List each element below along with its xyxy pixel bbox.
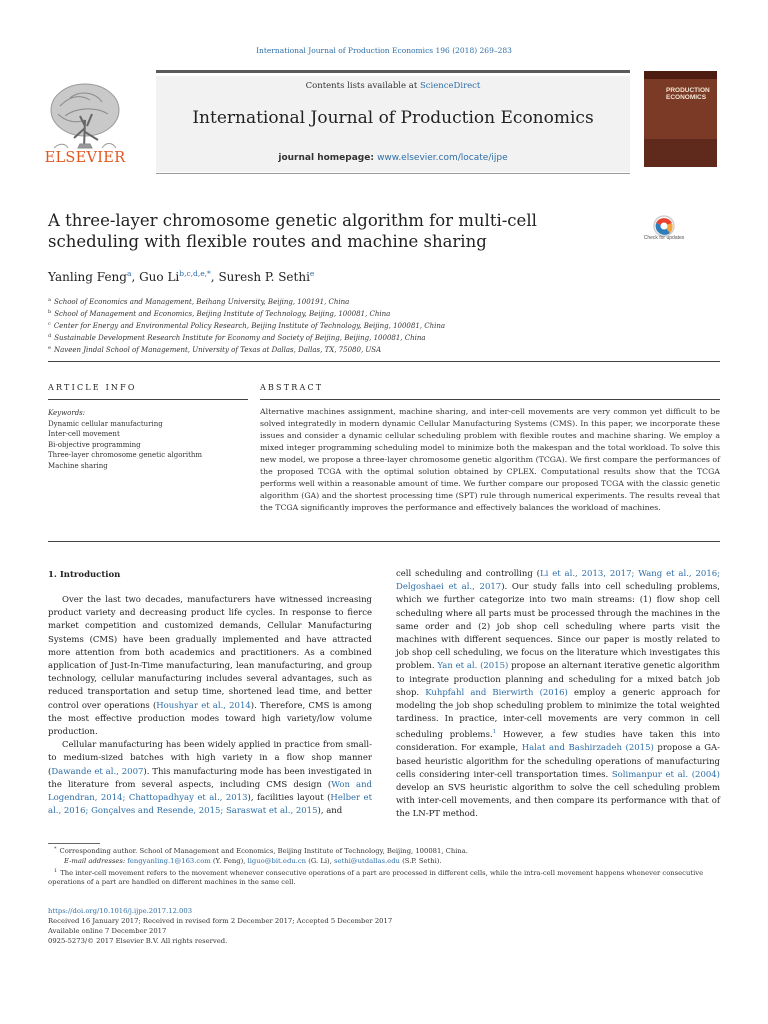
citation-link[interactable]: Won and Logendran, 2014; Chattopadhyay et al., 2013 — [48, 779, 373, 804]
affiliation-item: $^d$ Sustainable Development Research Institute for Economy and Society of Beijing, Beijing, 100081, China — [48, 333, 426, 342]
abstract-text: Alternative machines assignment, machine sharing, and inter-cell movements are very common yet difficult to be solved integratedly in modern dynamic Cellular Manufacturing Systems (CMS). In this paper, we incorporate these issues and consider a dynamic cellular scheduling problem with flexible routes and machine sharing. We employ a mixed integer programming scheduling model to minimize both the makespan and the total workload. To solve this new model, we propose a three-layer chromosome genetic algorithm (TCGA). We first compare the performances of the proposed TCGA with the optimal solution obtained by CPLEX. Computational results show that the TCGA performs well within a reasonable amount of time. We further compare our proposed TCGA with the classic genetic algorithm (GA) and the shortest processing time (SPT) rule through numerical experiments. The results reveal that the TCGA significantly improves the performance and effectively balances the workload of machines. — [260, 407, 720, 512]
citation-link[interactable]: Halat and Bashirzadeh (2015) — [521, 743, 654, 754]
keyword: Bi-objective programming — [48, 440, 141, 449]
citation-link[interactable]: Dawande et al., 2007 — [51, 766, 144, 777]
footnotes — [48, 845, 720, 888]
keyword: Three-layer chromosome genetic algorithm — [48, 451, 203, 459]
cover-top-band — [644, 71, 717, 79]
email-link[interactable]: sethi@utdallas.edu — [334, 856, 400, 865]
contents-prefix: Contents lists available at — [305, 81, 420, 91]
citation-link[interactable]: Houshyar et al., 2014 — [156, 700, 251, 711]
divider — [48, 361, 720, 362]
body-column-right — [396, 568, 720, 822]
keyword: Machine sharing — [48, 461, 108, 470]
affiliation-item: $^c$ Center for Energy and Environmental Policy Research, Beijing Institute of Technology, Beijing, 100081, China — [48, 321, 446, 330]
paragraph: Cellular manufacturing has been widely applied in practice from small- to medium-sized batches with high variety in a flow shop manner (Dawande et al., 2007). This manufacturing mode has been investigated in the literature from several aspects, including CMS design (Won and Logendran, 2014; Chattopadhyay et al., 2013), facilities layout (Helber et al., 2016; Gonçalves and Resende, 2015; Saraswat et al., 2015), and — [48, 740, 373, 817]
sciencedirect-link[interactable]: ScienceDirect — [419, 81, 481, 91]
citation-link[interactable]: Li et al., 2013, 2017; Wang et al., 2016; Delgoshaei et al., 2017 — [396, 569, 720, 593]
section-heading-introduction: 1. Introduction — [48, 570, 121, 580]
elsevier-wordmark[interactable]: ELSEVIER — [44, 150, 126, 166]
journal-homepage — [156, 153, 630, 163]
homepage-label: journal homepage: — [278, 153, 378, 163]
available-online: Available online 7 December 2017 — [48, 927, 167, 935]
affiliation-item: $^a$ School of Economics and Management, Beihang University, Beijing, 100191, China — [48, 297, 350, 306]
footnote-reference[interactable]: 1 — [492, 729, 497, 736]
citation-link[interactable]: Kuhpfahl and Bierwirth (2016) — [425, 687, 568, 698]
email-addresses: E-mail addresses: fengyanling.1@163.com (Y. Feng), liguo@bit.edu.cn (G. Li), sethi@utdallas.edu (S.P. Sethi). — [64, 856, 442, 865]
email-link[interactable]: fengyanling.1@163.com — [127, 856, 211, 865]
journal-title: International Journal of Production Economics — [192, 108, 594, 128]
article-title: A three-layer chromosome genetic algorithm for multi-cell scheduling with flexible routes and machine sharing — [48, 211, 537, 251]
header-bottom-rule — [156, 173, 630, 174]
copyright: 0925-5273/© 2017 Elsevier B.V. All rights reserved. — [48, 937, 228, 945]
keywords-label: Keywords: — [48, 409, 86, 417]
cover-lower-band — [644, 139, 717, 167]
divider — [48, 399, 248, 400]
citation-link[interactable]: Yan et al. (2015) — [437, 661, 509, 672]
footnote-1: $^1$ The inter-cell movement refers to the movement whenever consecutive operations of a part are processed in different cells, while the intra-cell movement happens whenever consecutive operations of a part are handled on different machines in the same cell. — [48, 867, 704, 887]
contents-availability — [156, 81, 630, 91]
affiliation-list — [48, 295, 688, 355]
paragraph: cell scheduling and controlling (Li et al., 2013, 2017; Wang et al., 2016; Delgoshaei et al., 2017). Our study falls into cell scheduling problems, which we further categorize into two main streams: (1) flow shop cell scheduling where all parts must be processed through the machines in the same order and (2) job shop cell scheduling where parts visit the machines with different sequences. Since our paper is mostly related to job shop cell scheduling, we focus on the literature which investigates this problem. Yan et al. (2015) propose an alternant iterative genetic algorithm to integrate production planning and scheduling for a mixed batch job shop. Kuhpfahl and Bierwirth (2016) employ a generic approach for modeling the job shop scheduling problem to minimize the total weighted tardiness. In practice, inter-cell movements are very common in cell scheduling problems.$^1$ However, a few studies have taken this into consideration. For example, Halat and Bashirzadeh (2015) propose a GA-based heuristic algorithm for the scheduling operations of manufacturing cells considering inter-cell transportation times. Solimanpur et al. (2004) develop an SVS heuristic algorithm to solve the cell scheduling problem with inter-cell movements, and then compare its performance with that of the LN-PT method. — [396, 569, 721, 820]
publication-details — [48, 906, 548, 946]
check-for-updates-icon[interactable] — [646, 214, 682, 254]
footnote-divider — [48, 843, 100, 844]
affiliation-item: $^b$ School of Management and Economics, Beijing Institute of Technology, Beijing, 100081, China — [48, 309, 391, 318]
author-affiliation-mark[interactable]: a — [126, 269, 132, 278]
divider — [48, 541, 720, 542]
keyword: Dynamic cellular manufacturing — [48, 419, 163, 428]
header-top-rule — [156, 70, 630, 73]
author-name[interactable]: Suresh P. Sethi — [218, 270, 310, 284]
journal-reference[interactable]: International Journal of Production Economics 196 (2018) 269–283 — [256, 46, 512, 55]
author-affiliation-mark[interactable]: e — [309, 269, 315, 278]
received-dates: Received 16 January 2017; Received in revised form 2 December 2017; Accepted 5 December 2017 — [48, 917, 393, 925]
author-name[interactable]: Guo Li — [139, 270, 180, 284]
abstract-heading: ABSTRACT — [260, 383, 324, 392]
homepage-link[interactable]: www.elsevier.com/locate/ijpe — [377, 153, 508, 163]
journal-cover-thumbnail[interactable] — [644, 71, 717, 167]
doi-link[interactable]: https://doi.org/10.1016/j.ijpe.2017.12.003 — [48, 907, 193, 915]
author-name[interactable]: Yanling Feng — [48, 270, 127, 284]
email-link[interactable]: liguo@bit.edu.cn — [247, 856, 307, 865]
article-info-heading: ARTICLE INFO — [48, 383, 137, 392]
divider — [260, 399, 720, 400]
check-for-updates-label[interactable]: Check for updates — [643, 235, 685, 241]
citation-link[interactable]: Helber et al., 2016; Gonçalves and Resende, 2015; Saraswat et al., 2015 — [48, 793, 372, 817]
paragraph: Over the last two decades, manufacturers have witnessed increasing product variety and decreasing product life cycles. In response to fierce market competition and customized demands, Cellular Manufacturing Systems (CMS) have been gradually implemented and have attracted more attention from both academics and practitioners. As a combined application of Just-In-Time manufacturing, lean manufacturing, and group technology, cellular manufacturing includes several advantages, such as reduced transportation and setup time, shortened lead time, and better control over operations (Houshyar et al., 2014). Therefore, CMS is among the most effective production modes toward high variety/low volume production. — [48, 595, 372, 738]
cover-title: PRODUCTION ECONOMICS — [666, 87, 710, 101]
author-affiliation-mark[interactable]: b,c,d,e,* — [179, 269, 211, 278]
corresponding-author-note: * Corresponding author. School of Management and Economics, Beijing Institute of Technology, Beijing, 100081, China. — [54, 846, 468, 855]
keyword: Inter-cell movement — [48, 430, 120, 438]
citation-link[interactable]: Solimanpur et al. (2004) — [611, 769, 721, 780]
affiliation-item: $^e$ Naveen Jindal School of Management, University of Texas at Dallas, Dallas, TX, 75080, USA — [48, 345, 382, 354]
keywords-block — [48, 408, 248, 471]
body-column-left — [48, 594, 372, 818]
author-list: Yanling Feng$^a$, Guo $Li^{b,c,d,e,*}$, Suresh P. Sethi$^e$ — [48, 269, 315, 284]
